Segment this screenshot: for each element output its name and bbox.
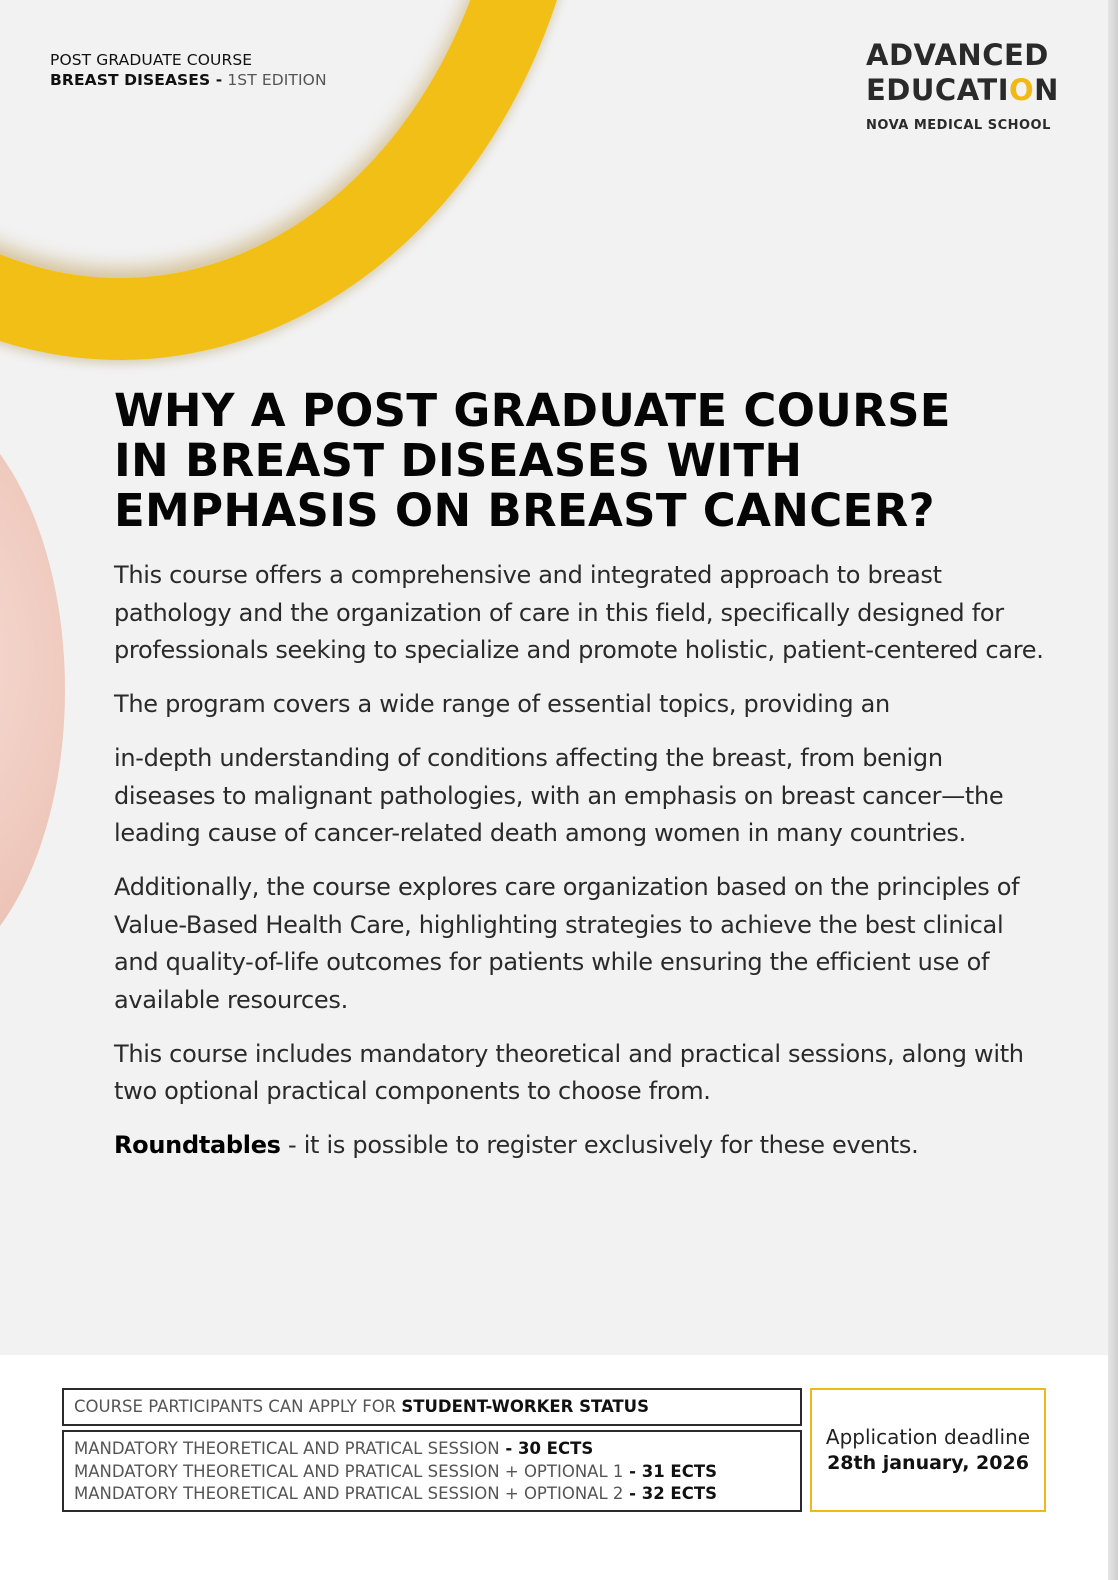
status-bold: STUDENT-WORKER STATUS — [401, 1397, 649, 1416]
page-title — [114, 386, 1014, 536]
paragraph-sessions: This course includes mandatory theoretical and practical sessions, along with two optional practical components to choose from. — [114, 1039, 1024, 1105]
ects-row: MANDATORY THEORETICAL AND PRATICAL SESSION + OPTIONAL 1 - 31 ECTS — [74, 1461, 717, 1481]
roundtables-label: Roundtables — [114, 1131, 281, 1159]
course-name: BREAST DISEASES - — [50, 71, 223, 89]
title-line-2: IN BREAST DISEASES WITH — [114, 434, 803, 487]
logo-subtitle: NOVA MEDICAL SCHOOL — [866, 118, 1051, 133]
pink-oval-decoration — [0, 395, 65, 985]
paragraph-program: The program covers a wide range of essential topics, providing an — [114, 690, 890, 718]
ects-box — [62, 1430, 802, 1512]
title-line-3: EMPHASIS ON BREAST CANCER? — [114, 484, 935, 537]
student-worker-status-box — [62, 1388, 802, 1426]
logo-line-1: ADVANCED — [866, 38, 1049, 72]
course-title-line — [50, 70, 327, 90]
paragraph-care-organization: Additionally, the course explores care organization based on the principles of Value-Based Health Care, highlighting strategies to achieve the best clinical and quality-of-life outcomes for patients while ensuring the efficient use of available resources. — [114, 873, 1020, 1014]
status-text: COURSE PARTICIPANTS CAN APPLY FOR — [74, 1397, 402, 1416]
page-edge — [1108, 0, 1118, 1580]
paragraph-roundtables: Roundtables - it is possible to register exclusively for these events. — [114, 1131, 919, 1159]
ects-row: MANDATORY THEORETICAL AND PRATICAL SESSION - 30 ECTS — [74, 1439, 594, 1458]
title-line-1: WHY A POST GRADUATE COURSE — [114, 384, 951, 437]
course-header — [50, 50, 327, 90]
deadline-label: Application deadline — [825, 1425, 1031, 1449]
course-type: POST GRADUATE COURSE — [50, 51, 253, 69]
body-text — [114, 557, 1044, 1181]
advanced-education-logo — [866, 38, 1066, 133]
paragraph-conditions: in-depth understanding of conditions affecting the breast, from benign diseases to malignant pathologies, with an emphasis on breast cancer—the leading cause of cancer-related death among women in many countries. — [114, 744, 1004, 847]
application-deadline-box — [810, 1388, 1046, 1512]
logo-accent-o: O — [1008, 73, 1035, 107]
paragraph-intro: This course offers a comprehensive and integrated approach to breast pathology and the organization of care in this field, specifically designed for professionals seeking to specialize and promote holistic, patient-centered care. — [114, 561, 1044, 664]
course-edition: 1ST EDITION — [227, 71, 327, 89]
ects-row: MANDATORY THEORETICAL AND PRATICAL SESSION + OPTIONAL 2 - 32 ECTS — [74, 1484, 717, 1503]
deadline-date: 28th january, 2026 — [827, 1452, 1029, 1474]
logo-line-2: EDUCATION — [866, 73, 1059, 107]
